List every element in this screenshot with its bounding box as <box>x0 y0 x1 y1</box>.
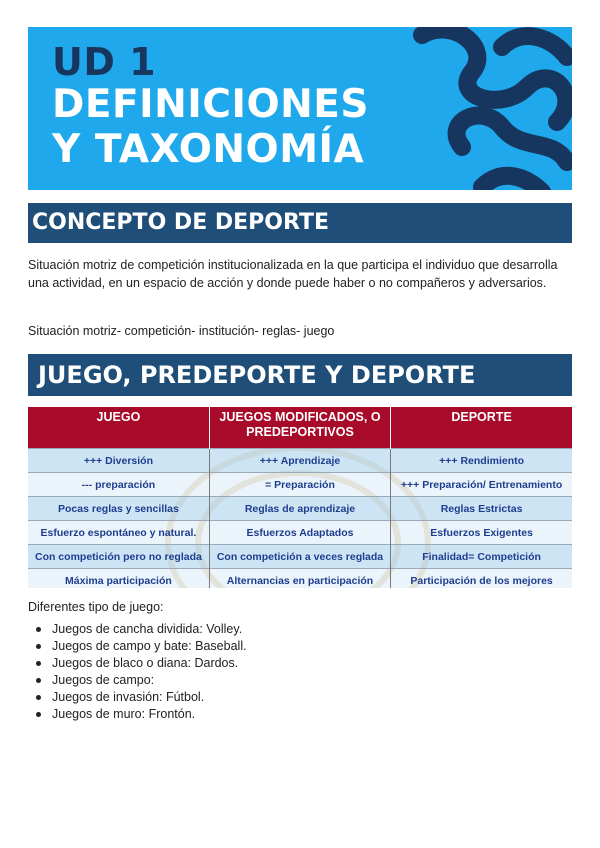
list-item <box>28 689 247 706</box>
table-row <box>28 521 572 545</box>
bullet-icon <box>36 661 41 666</box>
column-header-predeportivos: JUEGOS MODIFICADOS, O PREDEPORTIVOS <box>209 407 390 449</box>
bullet-icon <box>36 695 41 700</box>
list-item <box>28 655 247 672</box>
concept-definition: Situación motriz de competición institucionalizada en la que participa el individuo que desarrolla una actividad, en un espacio de acción y donde puede haber o no compañeros y adversarios. <box>28 258 558 290</box>
list-item-text: Juegos de blaco o diana: Dardos. <box>52 656 239 670</box>
table-row <box>28 545 572 569</box>
bullet-icon <box>36 678 41 683</box>
bullet-icon <box>36 644 41 649</box>
bullet-icon <box>36 627 41 632</box>
list-item-text: Juegos de campo: <box>52 673 155 687</box>
page-title-line-2: Y TAXONOMÍA <box>52 127 365 172</box>
list-item <box>28 672 247 689</box>
table-row <box>28 473 572 497</box>
list-item <box>28 621 247 638</box>
table-cell: Participación de los mejores <box>391 569 572 589</box>
page-title-line-1: DEFINICIONES <box>52 82 369 127</box>
table-cell: Finalidad= Competición <box>391 545 572 569</box>
list-item <box>28 638 247 655</box>
concept-keywords: Situación motriz- competición- institución- reglas- juego <box>28 324 335 338</box>
table-cell: Con competición pero no reglada <box>28 545 209 569</box>
table-cell: +++ Preparación/ Entrenamiento <box>391 473 572 497</box>
table-cell: +++ Aprendizaje <box>209 449 390 473</box>
unit-number: UD 1 <box>52 40 157 84</box>
column-header-juego: JUEGO <box>28 407 209 449</box>
table-cell: --- preparación <box>28 473 209 497</box>
table-header-row <box>28 407 572 449</box>
table-row <box>28 497 572 521</box>
section-heading-games: JUEGO, PREDEPORTE Y DEPORTE <box>28 354 572 396</box>
list-item-text: Juegos de cancha dividida: Volley. <box>52 622 243 636</box>
table-cell: Esfuerzos Adaptados <box>209 521 390 545</box>
list-item-text: Juegos de muro: Frontón. <box>52 707 196 721</box>
table-cell: +++ Rendimiento <box>391 449 572 473</box>
squiggle-decoration-icon <box>352 27 572 190</box>
games-list-intro: Diferentes tipo de juego: <box>28 600 164 614</box>
column-header-deporte: DEPORTE <box>391 407 572 449</box>
list-item <box>28 706 247 723</box>
table-cell: Alternancias en participación <box>209 569 390 589</box>
table-cell: Pocas reglas y sencillas <box>28 497 209 521</box>
table-cell: Reglas Estrictas <box>391 497 572 521</box>
comparison-table <box>28 407 572 588</box>
title-banner <box>28 27 572 190</box>
table-cell: Reglas de aprendizaje <box>209 497 390 521</box>
table-cell: Esfuerzos Exigentes <box>391 521 572 545</box>
table-cell: Máxima participación <box>28 569 209 589</box>
table-row <box>28 569 572 589</box>
table-row <box>28 449 572 473</box>
bullet-icon <box>36 712 41 717</box>
table-cell: +++ Diversión <box>28 449 209 473</box>
games-list <box>28 621 247 723</box>
concept-heading: CONCEPTO DE DEPORTE <box>28 203 572 243</box>
list-item-text: Juegos de campo y bate: Baseball. <box>52 639 247 653</box>
table-cell: Con competición a veces reglada <box>209 545 390 569</box>
table-cell: Esfuerzo espontáneo y natural. <box>28 521 209 545</box>
list-item-text: Juegos de invasión: Fútbol. <box>52 690 205 704</box>
table-cell: = Preparación <box>209 473 390 497</box>
